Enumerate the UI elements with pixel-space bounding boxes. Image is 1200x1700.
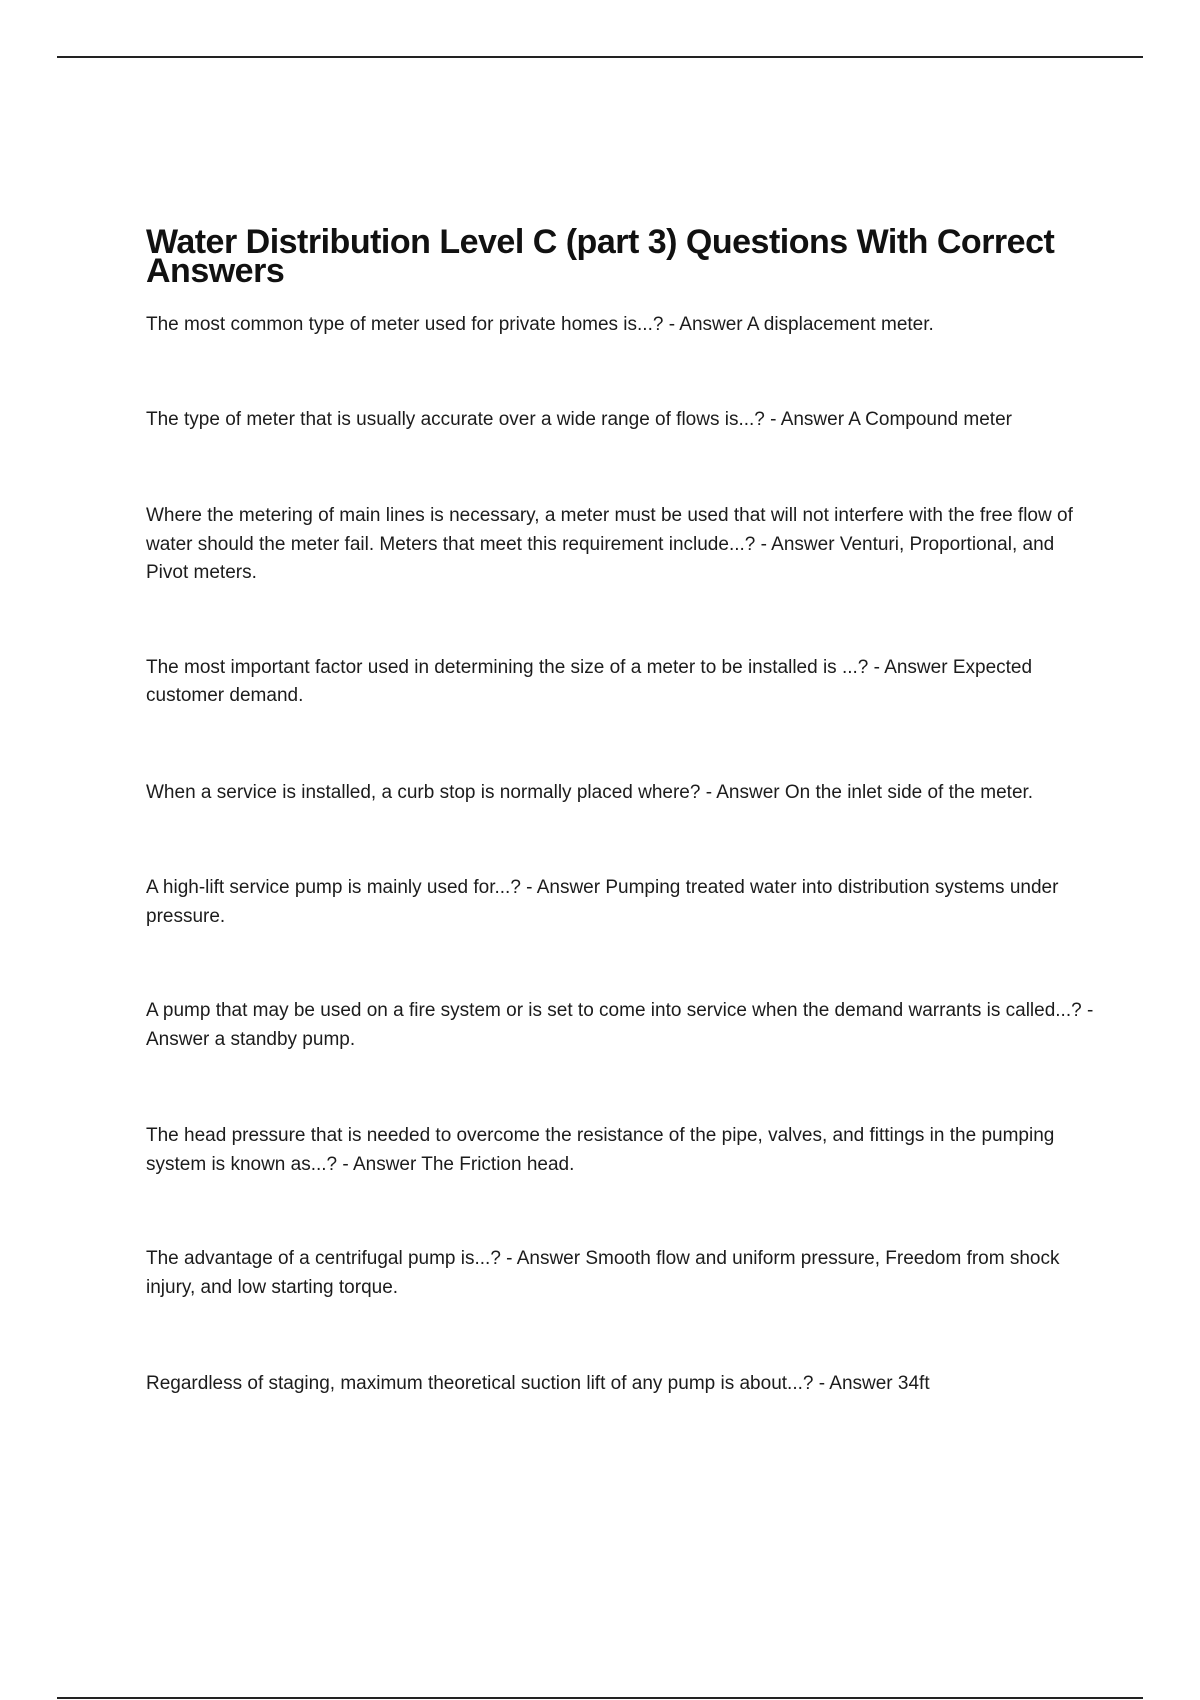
document-title: Water Distribution Level C (part 3) Questions With Correct Answers (146, 223, 1055, 290)
qa-item-5: When a service is installed, a curb stop is normally placed where? - Answer On the inlet side of the meter. (146, 781, 1034, 803)
qa-item-3: Where the metering of main lines is necessary, a meter must be used that will not interfere with the free flow of water should the meter fail. Meters that meet this requirement include...? - Answer Venturi, Proportional, and Pivot meters. (146, 505, 1073, 583)
qa-item-4: The most important factor used in determining the size of a meter to be installed is ...? - Answer Expected customer demand. (146, 656, 1033, 706)
qa-item-6: A high-lift service pump is mainly used for...? - Answer Pumping treated water into distribution systems under pressure. (146, 877, 1059, 927)
document-body (146, 223, 1096, 1399)
header-rule (57, 56, 1143, 58)
qa-item-10: Regardless of staging, maximum theoretical suction lift of any pump is about...? - Answer 34ft (146, 1373, 930, 1394)
qa-item-7: A pump that may be used on a fire system or is set to come into service when the demand warrants is called...? - Answer a standby pump. (146, 1000, 1094, 1050)
footer-rule (57, 1697, 1143, 1699)
qa-list (146, 311, 1096, 1399)
qa-item-2: The type of meter that is usually accurate over a wide range of flows is...? - Answer A Compound meter (146, 408, 1012, 430)
qa-item-9: The advantage of a centrifugal pump is...? - Answer Smooth flow and uniform pressure, Freedom from shock injury, and low starting torque. (146, 1248, 1060, 1298)
qa-item-8: The head pressure that is needed to overcome the resistance of the pipe, valves, and fittings in the pumping system is known as...? - Answer The Friction head. (146, 1125, 1055, 1175)
qa-item-1: The most common type of meter used for private homes is...? - Answer A displacement meter. (146, 314, 934, 335)
